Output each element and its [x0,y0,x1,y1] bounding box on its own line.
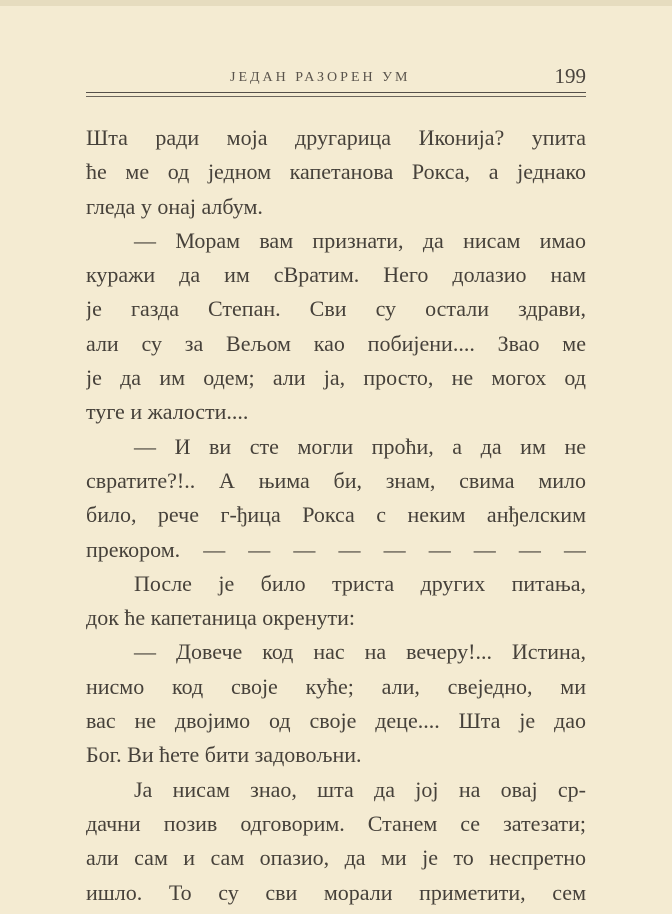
text-line: гледа у онај албум. [86,193,263,219]
body-text [86,121,586,910]
text-line: ће ме од једном капетанова Рокса, а једнако [86,159,586,185]
text-line: док ће капетаница окренути: [86,605,355,631]
text-line: ишло. То су сви морали приметити, сем [86,879,586,905]
text-line: али сам и сам опазио, да ми је то неспретно [86,845,586,871]
text-line: нисмо код своје куће; али, свеједно, ми [86,673,586,699]
header-rule [86,92,586,93]
text-line: туге и жалости.... [86,399,249,425]
text-line: Ја нисам знао, шта да јој на овај ср- [134,776,586,802]
text-line: После је било триста других питања, [134,570,586,596]
page-edge [0,0,672,6]
text-line: Бог. Ви ћете бити задовољни. [86,742,362,768]
text-line: било, рече г-ђица Рокса с неким анђелским [86,502,586,528]
text-line: — Морам вам признати, да нисам имао [134,227,586,253]
running-title: ЈЕДАН РАЗОРЕН УМ [230,70,411,85]
text-line: — И ви сте могли проћи, а да им не [134,433,586,459]
text-line: Шта ради моја другарица Иконија? упита [86,125,586,150]
text-line: куражи да им сВратим. Него долазио нам [86,262,586,288]
text-line: је да им одем; али ја, просто, не могох од [86,365,586,391]
text-line: свратите?!.. А њима би, знам, свима мило [86,467,586,493]
header-rule-thin [86,96,586,97]
text-line: — Довече код нас на вечеру!... Истина, [134,639,586,665]
text-line: вас не двојимо од своје деце.... Шта је дао [86,708,586,734]
text-line: дачни позив одговорим. Станем се затезати; [86,810,586,836]
text-line: је газда Степан. Сви су остали здрави, [86,296,586,322]
page-number: 199 [554,64,586,88]
text-line: али су за Вељом као побијени.... Звао ме [86,330,586,356]
text-line: прекором. — — — — — — — — — [86,536,586,562]
page-header [86,62,586,92]
